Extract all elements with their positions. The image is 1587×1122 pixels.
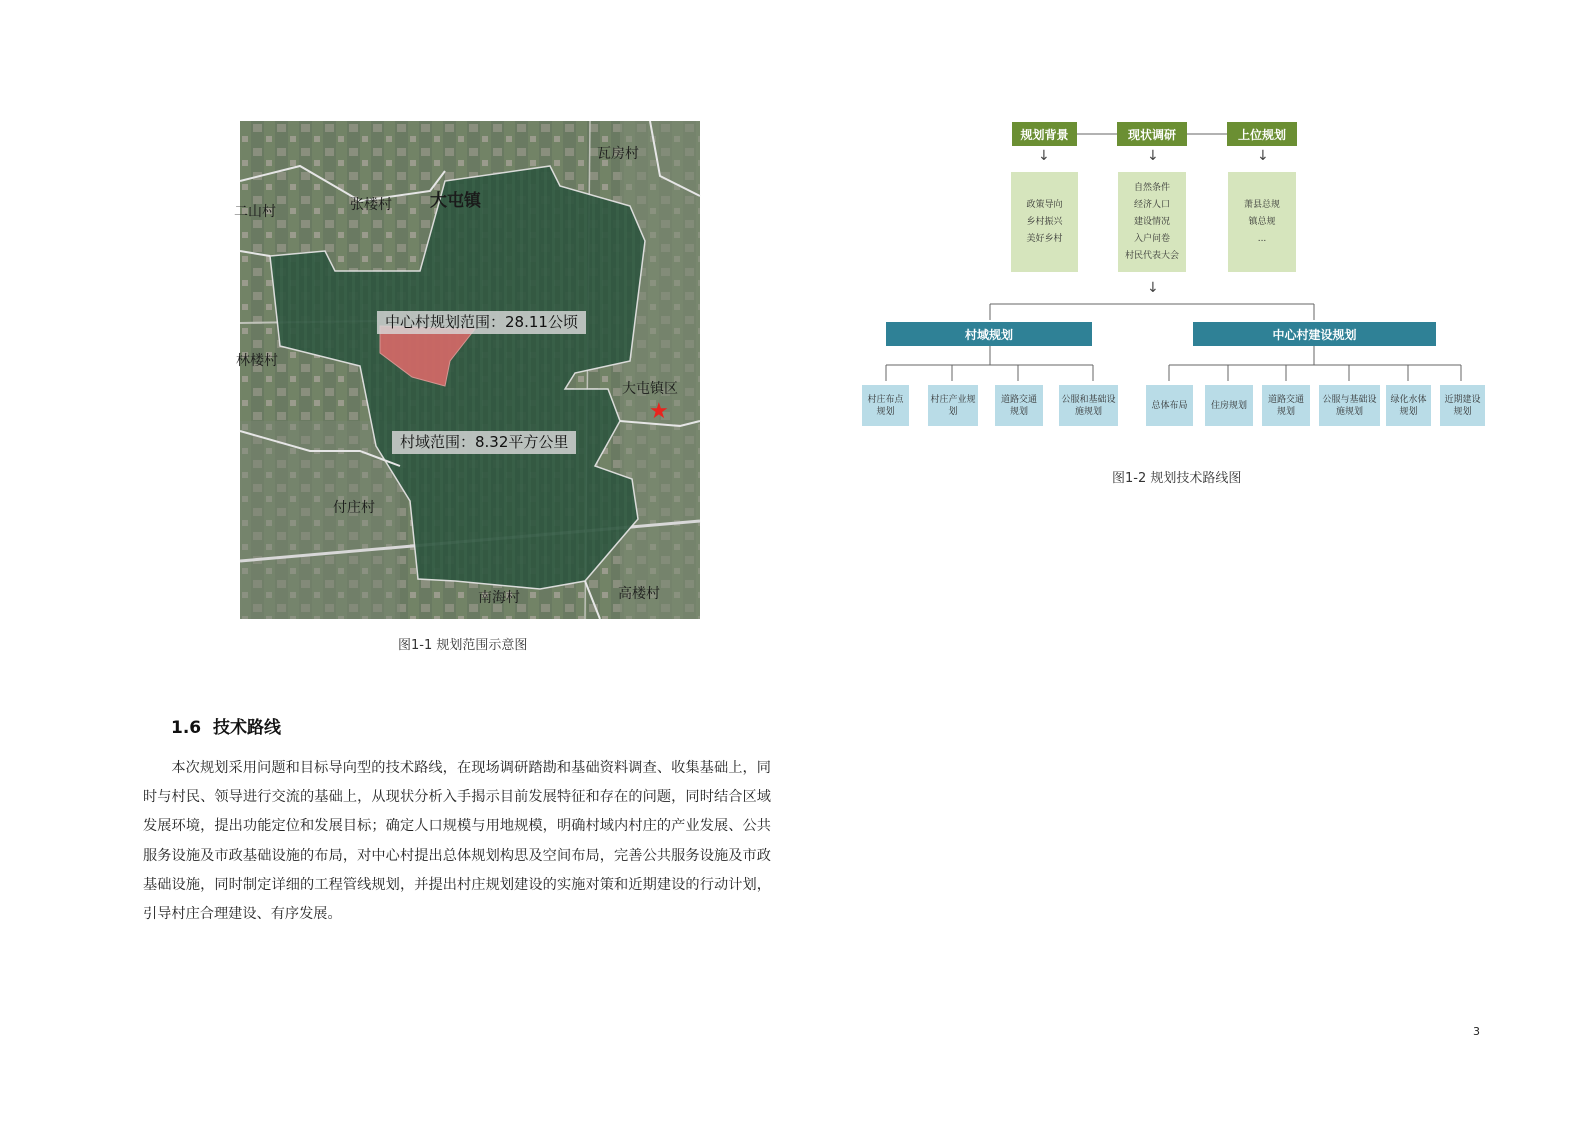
flow-list-item: 美好乡村 bbox=[1026, 233, 1063, 244]
flow-leaf: 住房规划 bbox=[1205, 385, 1253, 426]
flow-list-item: ... bbox=[1257, 233, 1267, 244]
flow-list-item: 村民代表大会 bbox=[1124, 250, 1179, 261]
center-range-callout: 中心村规划范围：28.11公顷 bbox=[377, 311, 586, 334]
arrow-down-icon: ↓ bbox=[1147, 280, 1159, 296]
flow-leaf: 公服与基础设施规划 bbox=[1319, 385, 1380, 426]
page-number: 3 bbox=[1473, 1025, 1480, 1038]
flow-node-planning-background: 规划背景 bbox=[1012, 122, 1077, 146]
star-icon: ★ bbox=[649, 399, 669, 424]
flow-node-center-village-plan: 中心村建设规划 bbox=[1193, 322, 1436, 346]
flow-node-village-area-plan: 村域规划 bbox=[886, 322, 1092, 346]
section-number: 1.6 bbox=[171, 718, 202, 738]
flow-list-item: 镇总规 bbox=[1248, 216, 1276, 227]
flow-leaf: 公服和基础设施规划 bbox=[1059, 385, 1118, 426]
flow-list-item: 萧县总规 bbox=[1243, 199, 1280, 210]
label-linlou-village: 林楼村 bbox=[236, 353, 278, 369]
label-ershan-village: 二山村 bbox=[234, 204, 276, 220]
label-wafang-village: 瓦房村 bbox=[597, 146, 639, 162]
label-fuzhuang-village: 付庄村 bbox=[333, 500, 375, 516]
flow-node-upper-plan: 上位规划 bbox=[1227, 122, 1297, 146]
label-datun-town-district: 大屯镇区 bbox=[622, 381, 678, 397]
flow-list-item: 入户问卷 bbox=[1133, 233, 1170, 244]
label-zhanglou-village: 张楼村 bbox=[350, 197, 392, 213]
flow-leaf: 总体布局 bbox=[1146, 385, 1193, 426]
flow-leaf: 绿化水体规划 bbox=[1386, 385, 1431, 426]
flow-leaf: 道路交通规划 bbox=[995, 385, 1043, 426]
section-heading bbox=[171, 713, 281, 738]
flow-list-upper-plan bbox=[1228, 172, 1296, 272]
section-body-paragraph: 本次规划采用问题和目标导向型的技术路线，在现场调研踏勘和基础资料调查、收集基础上，同时与村民、领导进行交流的基础上，从现状分析入手揭示目前发展特征和存在的问题，同时结合区域发展环境，提出功能定位和发展目标；确定人口规模与用地规模，明确村域内村庄的产业发展、公共服务设施及市政基础设施的布局，对中心村提出总体规划构思及空间布局，完善公共服务设施及市政基础设施，同时制定详细的工程管线规划，并提出村庄规划建设的实施对策和近期建设的行动计划，引导村庄合理建设、有序发展。 bbox=[143, 760, 771, 923]
flow-leaf: 村庄布点规划 bbox=[862, 385, 909, 426]
flow-list-item: 自然条件 bbox=[1133, 182, 1170, 193]
arrow-down-icon: ↓ bbox=[1147, 148, 1159, 164]
arrow-down-icon: ↓ bbox=[1257, 148, 1269, 164]
flow-leaf: 道路交通规划 bbox=[1262, 385, 1310, 426]
flow-list-item: 乡村振兴 bbox=[1026, 216, 1063, 227]
flow-list-background bbox=[1011, 172, 1078, 272]
label-datun-town: 大屯镇 bbox=[430, 191, 481, 211]
flow-leaf: 近期建设规划 bbox=[1440, 385, 1485, 426]
label-gaolou-village: 高楼村 bbox=[618, 586, 660, 602]
label-nanhai-village: 南海村 bbox=[478, 590, 520, 606]
figure-1-2-caption: 图1-2 规划技术路线图 bbox=[1112, 471, 1242, 486]
section-title: 技术路线 bbox=[212, 718, 281, 738]
flow-list-item: 经济人口 bbox=[1133, 199, 1170, 210]
flow-node-current-survey: 现状调研 bbox=[1117, 122, 1187, 146]
village-range-callout: 村域范围：8.32平方公里 bbox=[392, 431, 576, 454]
arrow-down-icon: ↓ bbox=[1038, 148, 1050, 164]
figure-1-1-caption: 图1-1 规划范围示意图 bbox=[398, 638, 528, 653]
flow-list-item: 建设情况 bbox=[1133, 216, 1170, 227]
flow-list-survey bbox=[1118, 172, 1186, 272]
flow-leaf: 村庄产业规划 bbox=[928, 385, 978, 426]
flow-list-item: 政策导向 bbox=[1026, 199, 1063, 210]
